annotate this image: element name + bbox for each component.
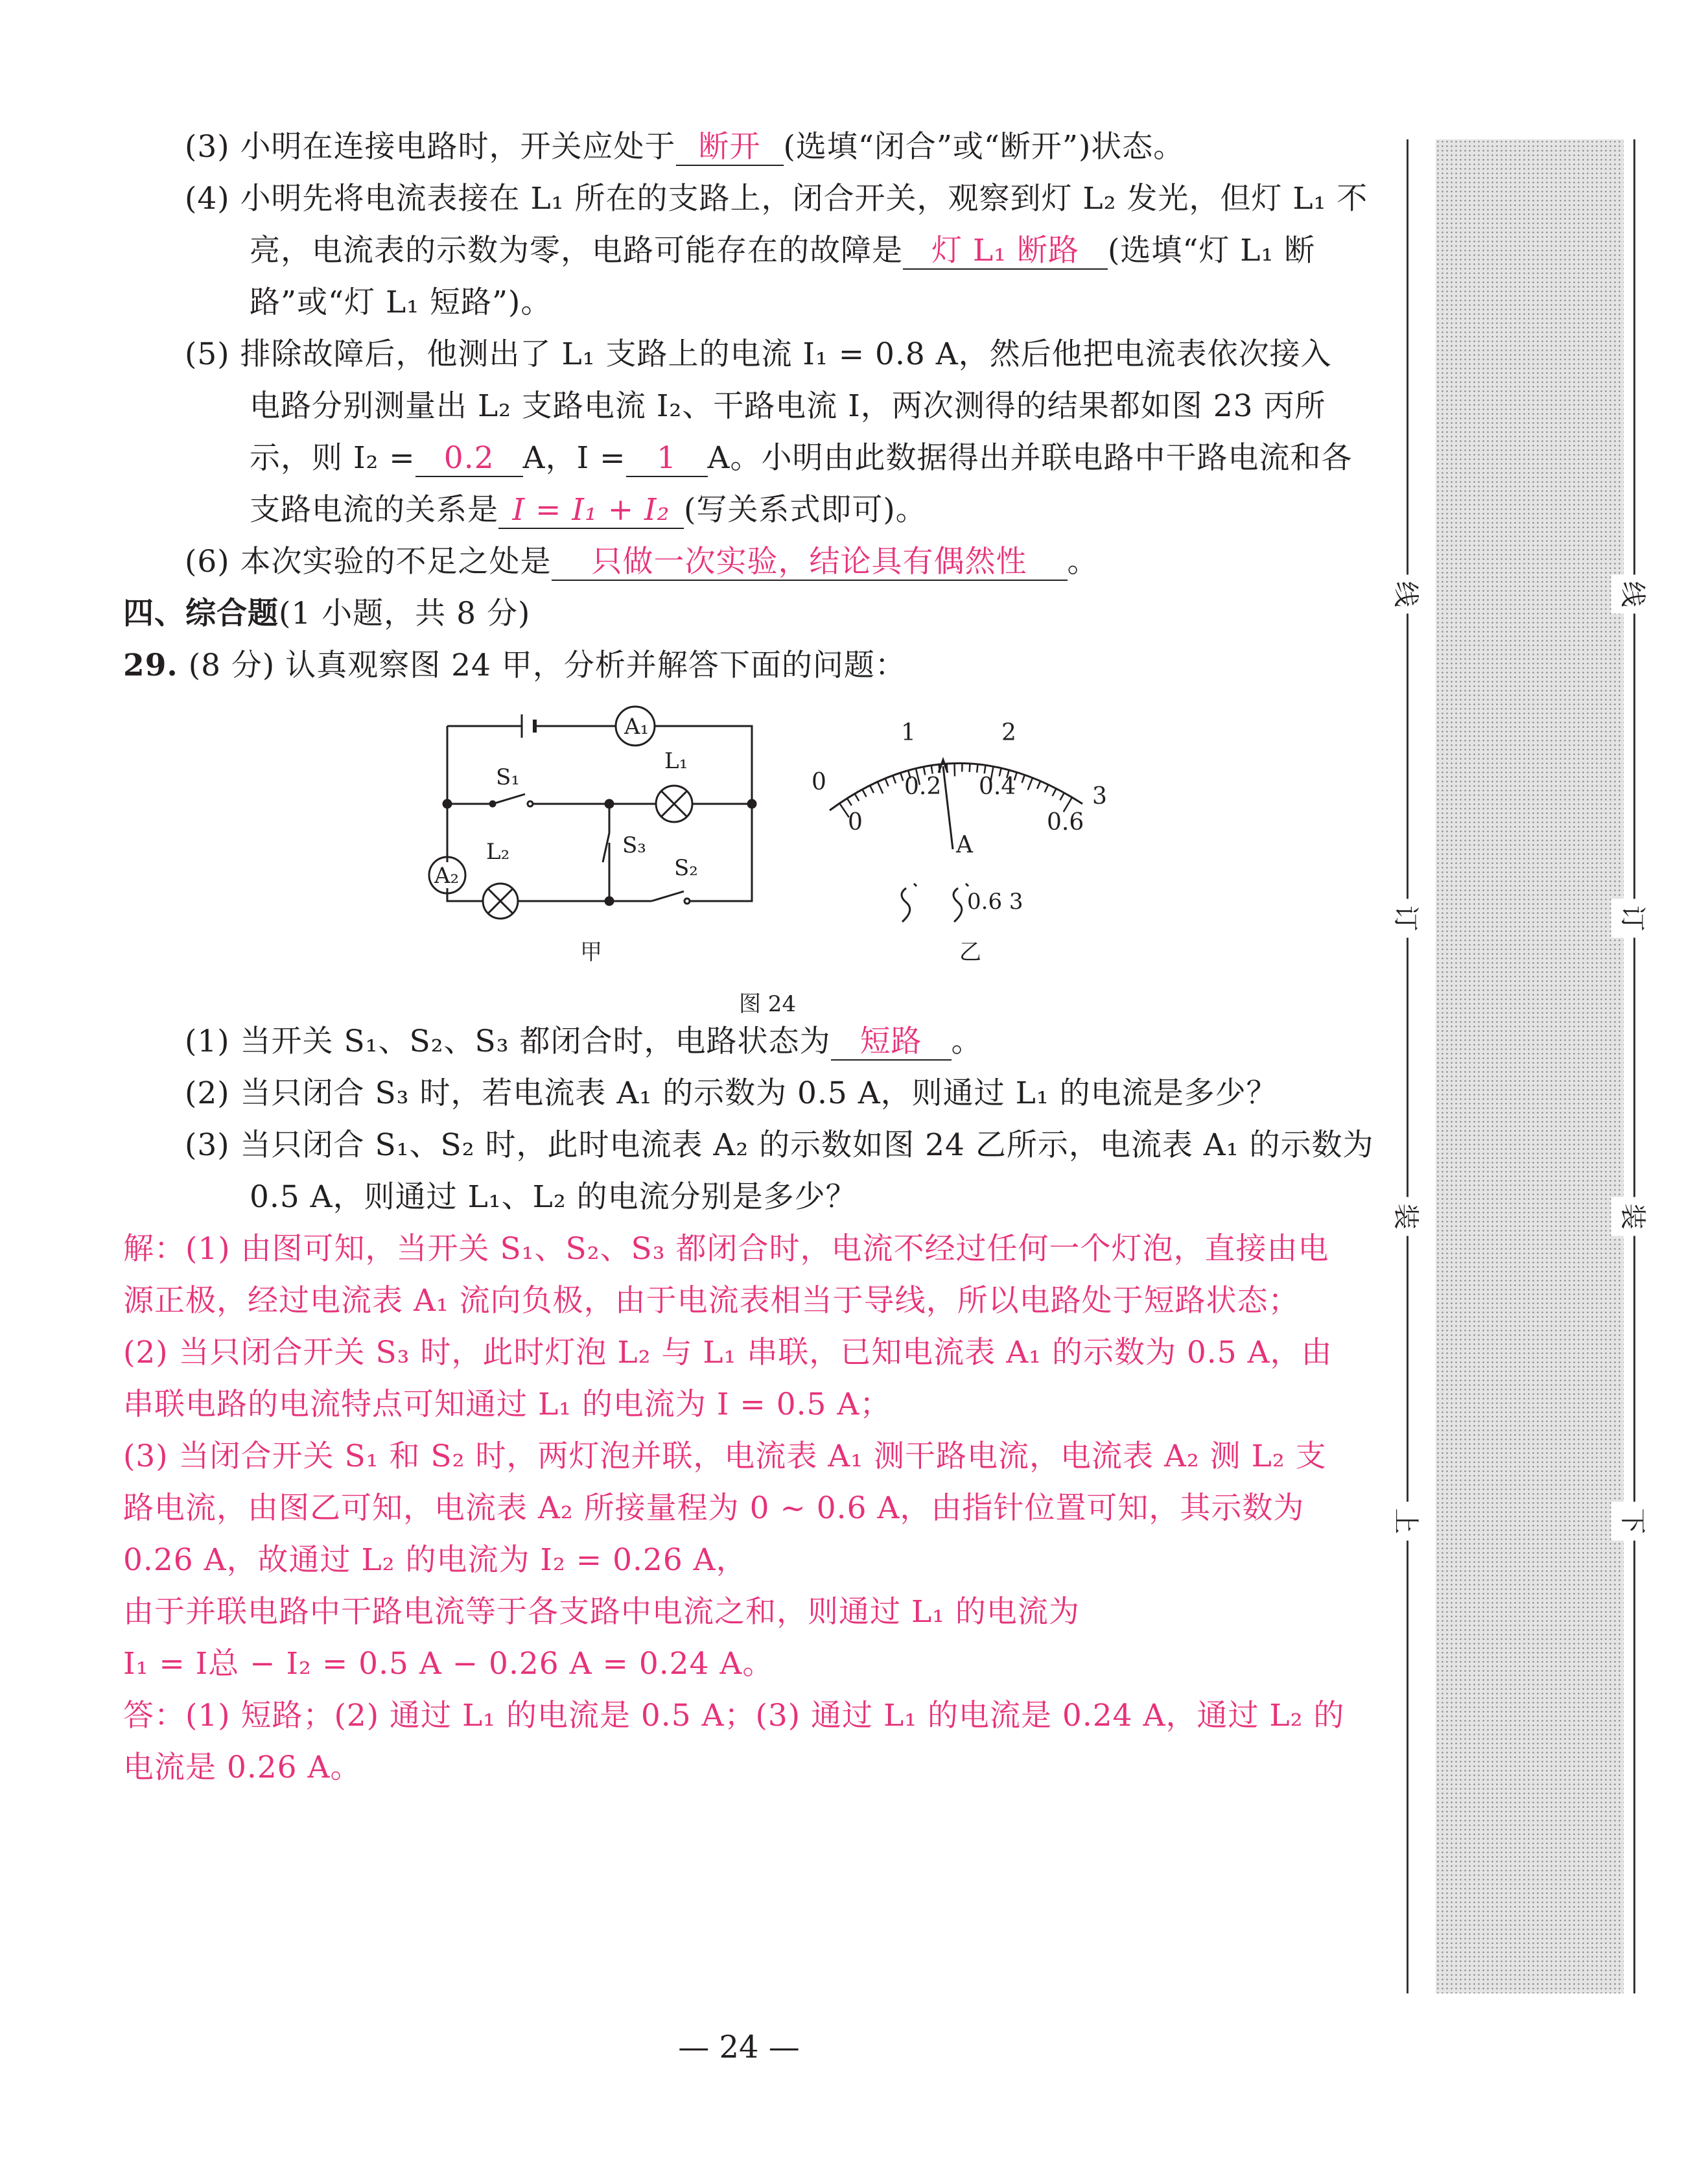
- dial-tick: [862, 790, 866, 797]
- q5-answer-relation: I = I₁ + I₂: [498, 493, 684, 529]
- q29-number: 29.: [123, 648, 178, 683]
- circuit-diagram: [429, 707, 756, 919]
- q4-text: 亮，电流表的示数为零，电路可能存在的故障是: [250, 233, 903, 268]
- solution-line-1: 解：(1) 由图可知，当开关 S₁、S₂、S₃ 都闭合时，电流不经过任何一个灯泡，直接由电: [123, 1231, 1329, 1267]
- q5-line-2: 电路分别测量出 L₂ 支路电流 I₂、干路电流 I，两次测得的结果都如图 23 丙所: [250, 388, 1326, 424]
- q5-text-a: 示，则 I₂ =: [250, 440, 415, 476]
- switch-s2-icon: [651, 891, 684, 901]
- binding-char-right-2: 订: [1611, 899, 1659, 938]
- q3-text: (3) 小明在连接电路时，开关应处于: [185, 129, 676, 165]
- binding-line-right: [1633, 139, 1635, 1993]
- q3-line: [185, 126, 1184, 168]
- label-l2: L₂: [486, 839, 510, 865]
- q5-line-1: (5) 排除故障后，他测出了 L₁ 支路上的电流 I₁ = 0.8 A，然后他把电流表依次接入: [185, 336, 1332, 372]
- sub1-text: (1) 当开关 S₁、S₂、S₃ 都闭合时，电路状态为: [185, 1024, 831, 1059]
- solution-line-10: 答：(1) 短路；(2) 通过 L₁ 的电流是 0.5 A；(3) 通过 L₁ 的电流是 0.24 A，通过 L₂ 的: [123, 1698, 1345, 1733]
- dial-tick: [900, 773, 903, 781]
- dial-tick: [1028, 778, 1033, 790]
- q5-text-c: A。小明由此数据得出并联电路中干路电流和各: [707, 440, 1353, 476]
- binding-char-left-2: 订: [1385, 899, 1432, 938]
- solution-line-5: (3) 当闭合开关 S₁ 和 S₂ 时，两灯泡并联，电流表 A₁ 测干路电流，电流表 A₂ 测 L₂ 支: [123, 1438, 1327, 1474]
- label-s2: S₂: [674, 855, 698, 881]
- page-number: — 24 —: [678, 2029, 800, 2065]
- scale-top-1: 1: [901, 720, 916, 746]
- dial-arc: [830, 763, 1082, 810]
- q5-line-3: [250, 438, 1352, 479]
- q6-answer: 只做一次实验，结论具有偶然性: [552, 545, 1068, 581]
- binding-strip: [1436, 139, 1624, 1993]
- binding-char-right-3: 装: [1611, 1197, 1659, 1236]
- binding-char-right-4: 下: [1611, 1502, 1659, 1541]
- q4-line-2: [250, 230, 1315, 272]
- label-a2: A₂: [434, 863, 460, 889]
- dial-tick: [985, 765, 986, 773]
- q6-line: [185, 541, 1099, 583]
- sub2-line: (2) 当只闭合 S₃ 时，若电流表 A₁ 的示数为 0.5 A，则通过 L₁ 的电流是多少？: [185, 1075, 1278, 1111]
- section-heading: [123, 593, 530, 635]
- binding-char-right-1: 线: [1611, 575, 1659, 614]
- label-s3: S₃: [622, 832, 646, 858]
- lamp-l1-cross: [661, 791, 687, 817]
- scale-bottom-02: 0.2: [904, 773, 942, 800]
- binding-char-left-3: 装: [1385, 1197, 1432, 1236]
- q29-text: (8 分) 认真观察图 24 甲，分析并解答下面的问题：: [188, 648, 906, 683]
- label-yi: 乙: [959, 939, 981, 965]
- solution-line-11: 电流是 0.26 A。: [123, 1750, 362, 1785]
- dial-tick: [870, 786, 874, 793]
- q5-answer-i: 1: [626, 441, 708, 477]
- scale-bottom-04: 0.4: [979, 773, 1016, 800]
- meter-needle: [943, 766, 953, 849]
- sub3-line-1: (3) 当只闭合 S₁、S₂ 时，此时电流表 A₂ 的示数如图 24 乙所示，电流表 A₁ 的示数为: [185, 1127, 1374, 1163]
- solution-line-7: 0.26 A，故通过 L₂ 的电流为 I₂ = 0.26 A，: [123, 1542, 747, 1578]
- scale-top-3: 3: [1092, 783, 1107, 810]
- q29-line: [123, 645, 906, 687]
- scale-bottom-0: 0: [848, 809, 863, 836]
- solution-line-3: (2) 当只闭合开关 S₃ 时，此时灯泡 L₂ 与 L₁ 串联，已知电流表 A₁ 的示数为 0.5 A，由: [123, 1335, 1333, 1370]
- section-note: (1 小题，共 8 分): [279, 596, 531, 631]
- scale-top-0: 0: [812, 769, 826, 795]
- solution-line-8: 由于并联电路中干路电流等于各支路中电流之和，则通过 L₁ 的电流为: [123, 1594, 1080, 1630]
- q5-text-b: A，I =: [522, 440, 626, 476]
- label-a1: A₁: [624, 714, 649, 740]
- dial-tick: [1060, 793, 1064, 800]
- solution-line-2: 源正极，经过电流表 A₁ 流向负极，由于电流表相当于导线，所以电路处于短路状态；: [123, 1283, 1300, 1319]
- q5-text-d: 支路电流的关系是: [250, 492, 498, 528]
- binding-char-left-4: 上: [1385, 1502, 1432, 1541]
- sub1-text-end: 。: [951, 1024, 983, 1059]
- section-title: 四、综合题: [123, 596, 279, 631]
- solution-line-9: I₁ = I总 − I₂ = 0.5 A − 0.26 A = 0.24 A。: [123, 1646, 774, 1682]
- dial-tick: [1022, 775, 1025, 782]
- figure-24: [415, 700, 1167, 1037]
- terminal-minus-icon: [902, 884, 917, 922]
- binding-line-left: [1407, 139, 1408, 1993]
- dial-tick: [893, 775, 896, 783]
- wire-left: [447, 726, 609, 901]
- terminal-labels: 0.6 3: [967, 889, 1023, 915]
- lamp-l2-cross: [488, 889, 513, 913]
- figure-caption: 图 24: [739, 991, 797, 1017]
- meter-unit: A: [956, 832, 973, 858]
- dial-tick: [855, 793, 859, 801]
- label-jia: 甲: [580, 939, 602, 965]
- wire-top: [447, 726, 752, 901]
- q4-line-1: (4) 小明先将电流表接在 L₁ 所在的支路上，闭合开关，观察到灯 L₂ 发光，但灯 L₁ 不: [185, 181, 1368, 217]
- q5-line-4: [250, 489, 927, 531]
- scale-bottom-06: 0.6: [1047, 809, 1084, 836]
- dial-tick: [1037, 781, 1040, 789]
- terminal-06-icon: [953, 884, 968, 922]
- sub1-answer: 短路: [831, 1024, 952, 1061]
- label-s1: S₁: [496, 764, 520, 790]
- q4-text-end: (选填“灯 L₁ 断: [1108, 233, 1316, 268]
- dial-tick: [878, 782, 883, 793]
- dial-tick: [1053, 788, 1057, 796]
- q5-text-e: (写关系式即可)。: [684, 492, 927, 528]
- dial-tick: [931, 766, 933, 774]
- q6-text-end: 。: [1067, 544, 1099, 580]
- q4-answer: 灯 L₁ 断路: [903, 233, 1108, 270]
- sub3-line-2: 0.5 A，则通过 L₁、L₂ 的电流分别是多少？: [250, 1179, 857, 1215]
- solution-line-6: 路电流，由图乙可知，电流表 A₂ 所接量程为 0 ~ 0.6 A，由指针位置可知，其示数为: [123, 1490, 1305, 1526]
- q3-answer: 断开: [676, 130, 784, 166]
- solution-line-4: 串联电路的电流特点可知通过 L₁ 的电流为 I = 0.5 A；: [123, 1387, 891, 1422]
- dial-tick: [1045, 784, 1049, 792]
- binding-char-left-1: 线: [1385, 575, 1432, 614]
- q5-answer-i2: 0.2: [415, 441, 523, 477]
- q6-text: (6) 本次实验的不足之处是: [185, 544, 552, 580]
- scale-top-2: 2: [1001, 720, 1016, 746]
- q3-text-end: (选填“闭合”或“断开”)状态。: [783, 129, 1185, 165]
- label-l1: L₁: [664, 748, 688, 774]
- dial-tick: [847, 799, 852, 806]
- switch-s1-icon: [493, 794, 525, 804]
- q4-line-3: 路”或“灯 L₁ 短路”)。: [250, 285, 552, 320]
- dial-tick: [885, 779, 889, 786]
